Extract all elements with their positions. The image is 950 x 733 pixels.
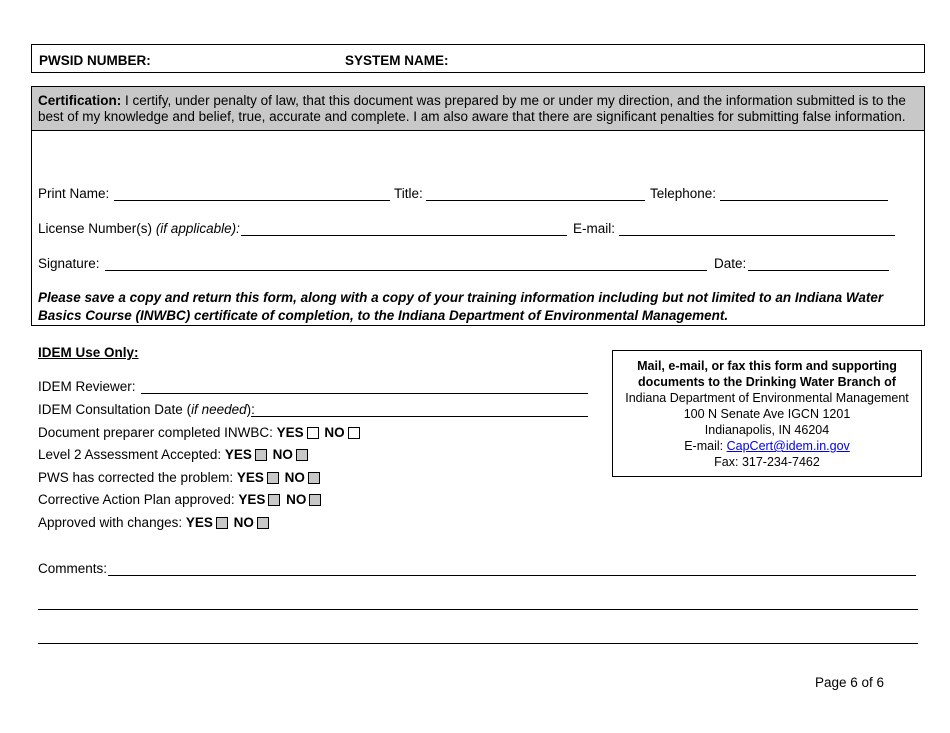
yes-checkbox[interactable] [268,494,280,506]
consult-label-text: IDEM Consultation Date ( [38,402,192,417]
consult-note: if needed [191,402,247,417]
idem-reviewer-line[interactable] [141,393,588,394]
mail-line-3: Indiana Department of Environmental Management [625,391,909,405]
no-checkbox[interactable] [257,517,269,529]
header-box [31,44,925,73]
no-checkbox[interactable] [309,494,321,506]
yes-label: YES [238,492,266,507]
yes-label: YES [276,425,304,440]
no-checkbox[interactable] [308,472,320,484]
check-label: Level 2 Assessment Accepted: [38,447,222,462]
email-label: E-mail: [573,221,616,236]
idem-title: IDEM Use Only: [38,345,139,360]
comments-line-2[interactable] [38,609,918,610]
comments-line-1[interactable] [108,575,916,576]
no-label: NO [324,425,345,440]
consult-line[interactable] [251,416,588,417]
yes-checkbox[interactable] [255,449,267,461]
signature-line[interactable] [105,270,707,271]
no-label: NO [233,515,254,530]
check-row-corrected [38,470,322,485]
print-name-label: Print Name: [38,186,110,201]
mail-line-4: 100 N Senate Ave IGCN 1201 [683,407,851,421]
page-number: Page 6 of 6 [815,675,885,690]
license-label-text: License Number(s) [38,221,153,236]
no-label: NO [272,447,293,462]
comments-label: Comments: [38,561,108,576]
email-line[interactable] [619,235,895,236]
date-label: Date: [714,256,747,271]
no-label: NO [284,470,305,485]
check-row-cap [38,492,323,507]
mail-line-5: Indianapolis, IN 46204 [704,423,830,437]
check-label: Corrective Action Plan approved: [38,492,235,507]
signature-label: Signature: [38,256,100,271]
yes-checkbox[interactable] [216,517,228,529]
no-label: NO [286,492,307,507]
idem-reviewer-label: IDEM Reviewer: [38,379,136,394]
mail-box [612,350,922,477]
check-row-level2 [38,447,310,462]
mail-line-1: Mail, e-mail, or fax this form and supporting [637,359,897,373]
print-name-line[interactable] [114,200,390,201]
mail-email-row [613,438,921,454]
mail-line-2: documents to the Drinking Water Branch of [638,375,896,389]
yes-label: YES [236,470,264,485]
telephone-label: Telephone: [650,186,717,201]
yes-checkbox[interactable] [307,427,319,439]
consult-label-end: ): [246,402,255,417]
yes-checkbox[interactable] [267,472,279,484]
title-label: Title: [394,186,423,201]
certification-header [32,87,924,131]
mail-email-link[interactable]: CapCert@idem.in.gov [726,439,850,453]
system-name-label: SYSTEM NAME: [345,53,449,68]
comments-line-3[interactable] [38,643,918,644]
no-checkbox[interactable] [296,449,308,461]
check-row-inwbc [38,425,362,440]
certification-title: Certification: [38,93,122,108]
mail-email-label: E-mail: [684,439,724,453]
check-label: PWS has corrected the problem: [38,470,234,485]
check-label: Document preparer completed INWBC: [38,425,273,440]
consult-label [38,402,255,417]
date-line[interactable] [748,270,889,271]
mail-fax: Fax: 317-234-7462 [714,455,820,469]
telephone-line[interactable] [720,200,888,201]
yes-label: YES [185,515,213,530]
no-checkbox[interactable] [348,427,360,439]
yes-label: YES [224,447,252,462]
check-row-changes [38,515,271,530]
pwsid-label: PWSID NUMBER: [39,53,151,68]
title-line[interactable] [426,200,645,201]
certification-text: I certify, under penalty of law, that this document was prepared by me or under my direction, and the information submitted is to the best of my knowledge and belief, true, accurate and complete. I am also aware that there are significant penalties for submitting false information. [38,93,906,124]
check-label: Approved with changes: [38,515,183,530]
license-label [38,221,240,236]
license-line[interactable] [241,235,567,236]
license-note: (if applicable): [155,221,240,236]
instructions-text: Please save a copy and return this form, along with a copy of your training information including but not limited to an Indiana Water Basics Course (INWBC) certificate of completion, to the Indiana Department of Environmental Management. [38,290,884,323]
